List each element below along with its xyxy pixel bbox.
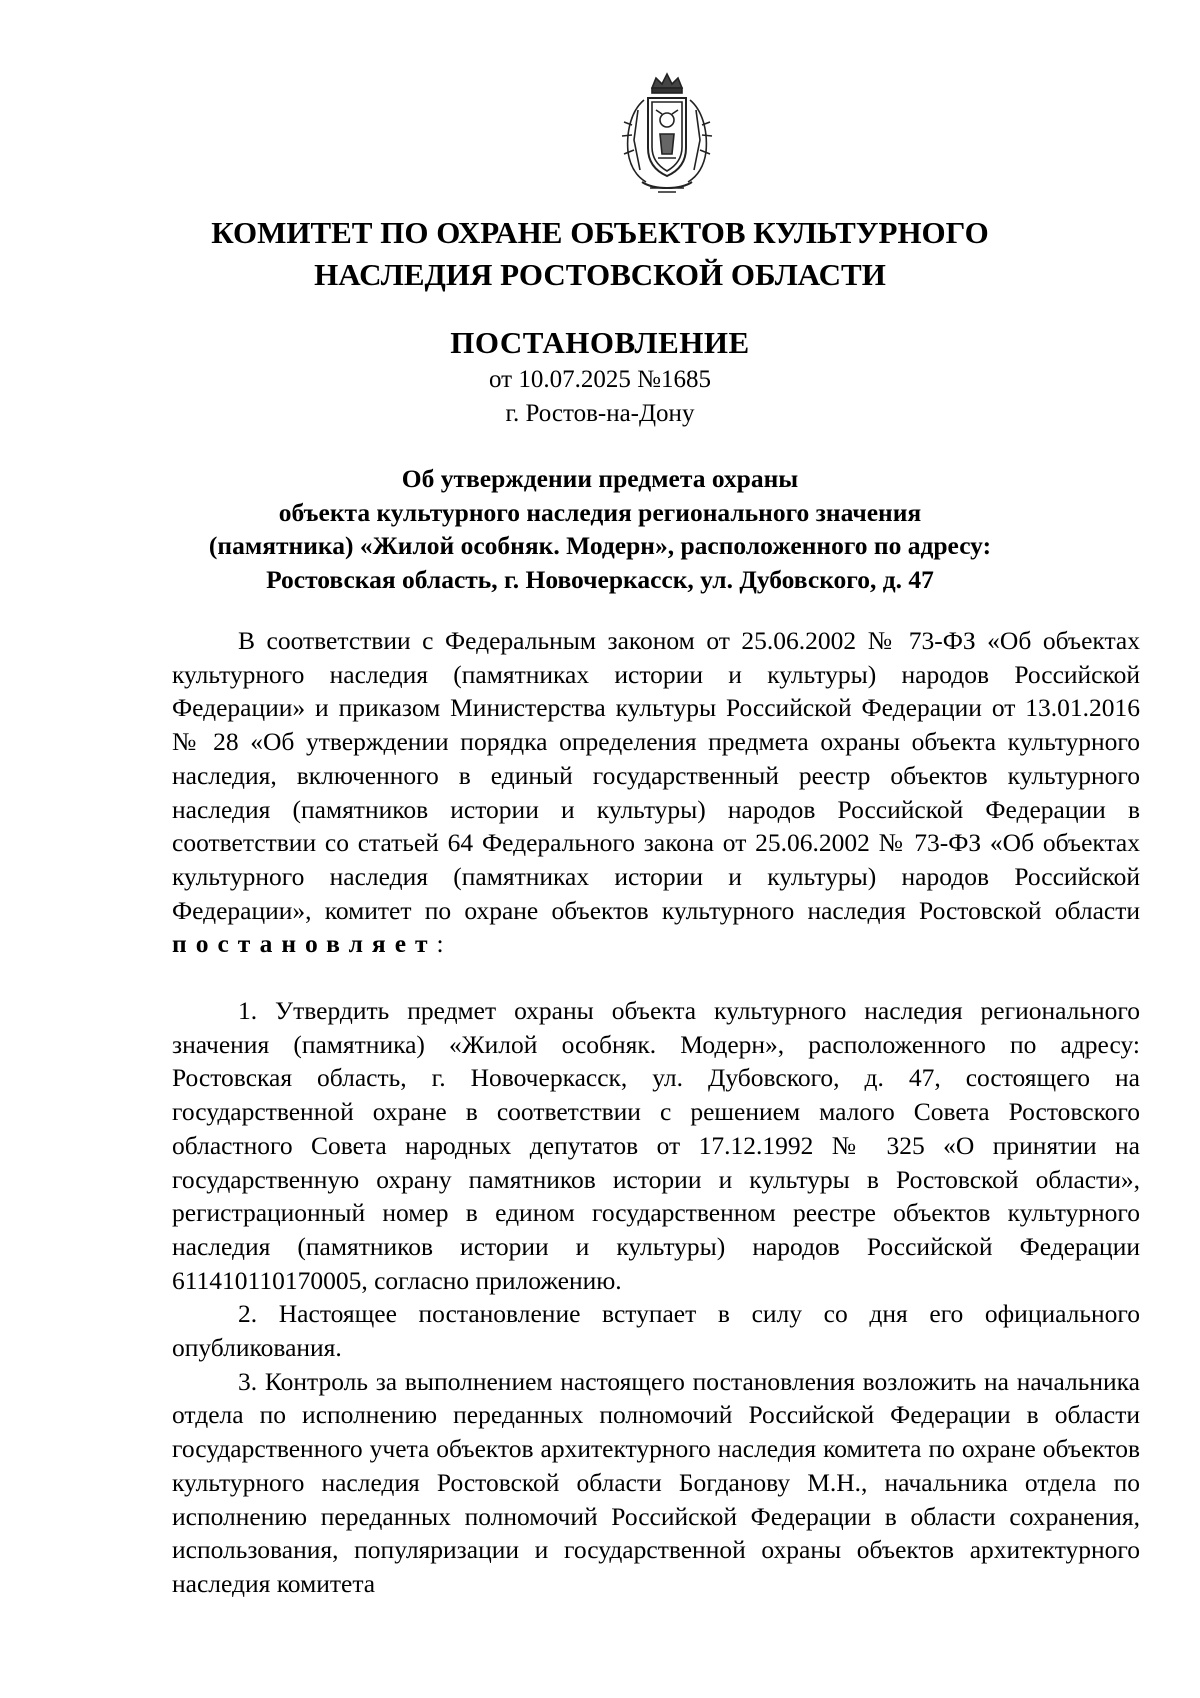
document-place: г. Ростов-на-Дону: [505, 400, 695, 427]
issuing-organization: [150, 212, 1050, 296]
preamble-tail: :: [436, 929, 444, 959]
preamble-text: В соответствии с Федеральным законом от 25.06.2002 № 73-ФЗ «Об объектах культурного наследия (памятниках истории и культуры) народов Российской Федерации» и приказом Министерства культуры Российской Федерации от 13.01.2016 № 28 «Об утверждении порядка определения предмета охраны объекта культурного наследия, включенного в единый государственный реестр объектов культурного наследия (памятников истории и культуры) народов Российской Федерации в соответствии со статьей 64 Федерального закона от 25.06.2002 № 73-ФЗ «Об объектах культурного наследия (памятниках истории и культуры) народов Российской Федерации», комитет по охране объектов культурного наследия Ростовской области: [172, 626, 1140, 925]
subject-line-3: (памятника) «Жилой особняк. Модерн», расположенного по адресу:: [208, 531, 992, 560]
document-subject: [150, 462, 1050, 596]
preamble-paragraph: [172, 624, 1140, 961]
document-meta: [150, 363, 1050, 431]
document-body: [172, 624, 1140, 1601]
item-1: 1. Утвердить предмет охраны объекта культурного наследия регионального значения (памятника) «Жилой особняк. Модерн», расположенного по адресу: Ростовская область, г. Новочеркасск, ул. Дубовского, д. 47, состоящего на государственной охране в соответствии с решением малого Совета Ростовского областного Совета народных депутатов от 17.12.1992 № 325 «О принятии на государственную охрану памятников истории и культуры в Ростовской области», регистрационный номер в едином государственном реестре объектов культурного наследия (памятников истории и культуры) народов Российской Федерации 611410110170005, согласно приложению.: [172, 996, 1140, 1295]
org-line-1: КОМИТЕТ ПО ОХРАНЕ ОБЪЕКТОВ КУЛЬТУРНОГО: [211, 215, 989, 250]
item-3: 3. Контроль за выполнением настоящего постановления возложить на начальника отдела по исполнению переданных полномочий Российской Федерации в области государственного учета объектов архитектурного наследия комитета по охране объектов культурного наследия Ростовской области Богданову М.Н., начальника отдела по исполнению переданных полномочий Российской Федерации в области сохранения, использования, популяризации и государственной охраны объектов архитектурного наследия комитета: [172, 1366, 1140, 1598]
subject-line-1: Об утверждении предмета охраны: [401, 464, 799, 493]
subject-line-4: Ростовская область, г. Новочеркасск, ул. Дубовского, д. 47: [266, 564, 934, 594]
subject-line-2: объекта культурного наследия регионального значения: [278, 497, 922, 527]
paragraph-gap: [172, 961, 1140, 994]
document-date-number: от 10.07.2025 №1685: [489, 366, 711, 393]
decree-word: постановляет: [172, 929, 437, 959]
item-2: 2. Настоящее постановление вступает в силу со дня его официального опубликования.: [172, 1299, 1140, 1363]
document-type: ПОСТАНОВЛЕНИЕ: [450, 325, 750, 360]
org-line-2: НАСЛЕДИЯ РОСТОВСКОЙ ОБЛАСТИ: [314, 257, 886, 292]
coat-of-arms-icon: [614, 70, 720, 198]
